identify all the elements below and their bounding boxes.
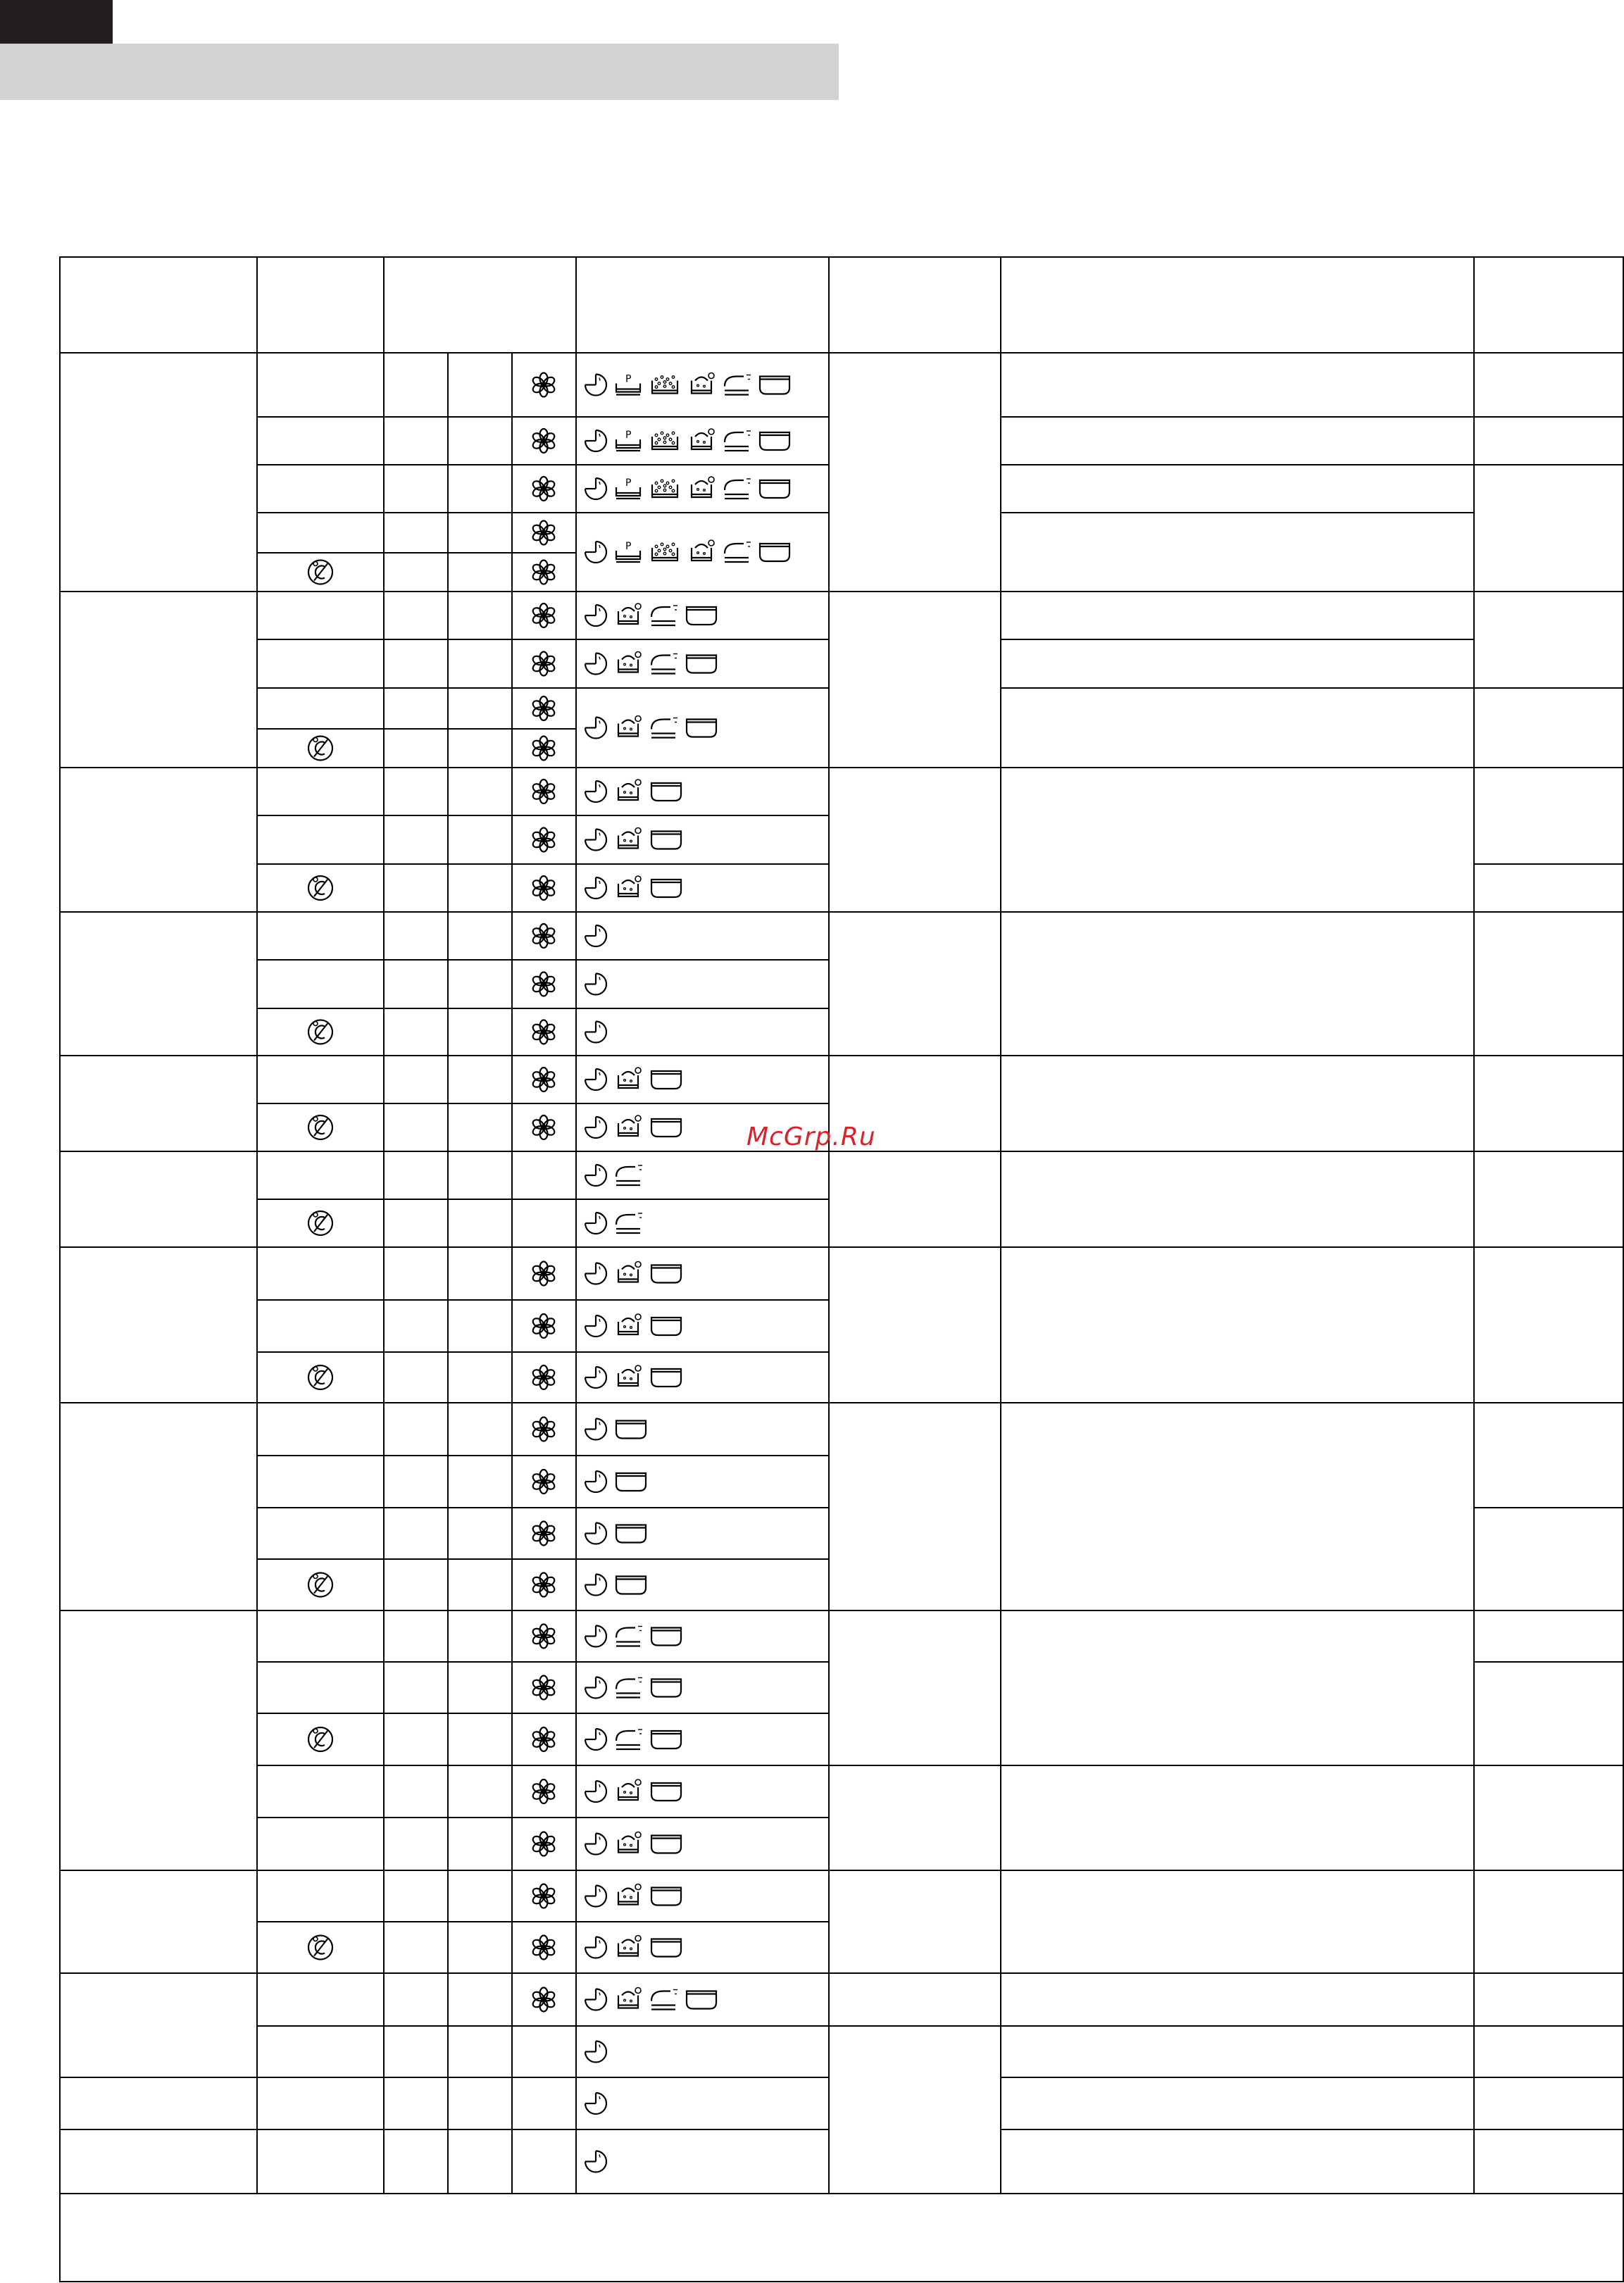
no-pre-heat-icon <box>308 1020 332 1044</box>
casserole-icon <box>692 540 714 561</box>
fan-icon <box>532 1936 556 1960</box>
fan-icon <box>532 876 556 900</box>
timer-icon <box>585 1834 606 1855</box>
dish-icon <box>651 1888 681 1906</box>
timer-icon <box>585 2151 606 2172</box>
timer-icon <box>585 1523 606 1544</box>
fan-icon <box>532 429 556 453</box>
casserole-icon <box>618 1365 641 1386</box>
timer-icon <box>585 1729 606 1750</box>
no-pre-heat-icon <box>308 561 332 584</box>
fan-icon <box>532 737 556 761</box>
timer-icon <box>585 1367 606 1388</box>
casserole-icon <box>618 876 641 896</box>
timer-icon <box>585 1263 606 1284</box>
fan-icon <box>532 521 556 545</box>
casserole-icon <box>692 429 714 449</box>
fan-icon <box>532 603 556 627</box>
timer-icon <box>585 1677 606 1699</box>
fan-icon <box>532 1470 556 1494</box>
dish-icon <box>687 656 716 673</box>
dish-icon <box>651 783 681 801</box>
cake-pan-icon <box>652 543 677 561</box>
dish-icon <box>616 1525 646 1543</box>
grill-icon <box>725 431 751 451</box>
dish-icon <box>651 1680 681 1697</box>
timer-icon <box>585 605 606 626</box>
cake-pan-icon <box>652 480 677 497</box>
dish-icon <box>651 1783 681 1801</box>
grill-icon <box>616 1627 642 1646</box>
grill-icon <box>725 542 751 562</box>
dish-icon <box>760 432 789 450</box>
grill-icon <box>651 654 677 674</box>
fan-icon <box>532 561 556 584</box>
fan-icon <box>532 1115 556 1139</box>
pizza-icon <box>616 374 640 395</box>
casserole-icon <box>692 373 714 394</box>
dish-icon <box>616 1577 646 1594</box>
casserole-icon <box>618 1262 641 1282</box>
timer-icon <box>585 877 606 899</box>
dish-icon <box>651 1119 681 1137</box>
pizza-icon <box>616 477 640 499</box>
grill-icon <box>725 479 751 499</box>
fan-icon <box>532 696 556 720</box>
timer-icon <box>585 1165 606 1186</box>
timer-icon <box>585 1419 606 1440</box>
fan-icon <box>532 780 556 803</box>
timer-icon <box>585 375 606 396</box>
fan-icon <box>532 1365 556 1389</box>
casserole-icon <box>618 1314 641 1334</box>
no-pre-heat-icon <box>308 1936 332 1960</box>
dish-icon <box>651 1939 681 1957</box>
grill-icon <box>651 1990 677 2010</box>
fan-icon <box>532 1262 556 1286</box>
dish-icon <box>687 607 716 625</box>
timer-icon <box>585 974 606 995</box>
dish-icon <box>616 1421 646 1439</box>
casserole-icon <box>618 652 641 673</box>
no-pre-heat-icon <box>308 1211 332 1235</box>
dish-icon <box>651 1265 681 1283</box>
svg-text:P: P <box>625 373 632 385</box>
grill-icon <box>725 375 751 395</box>
dish-icon <box>651 1071 681 1089</box>
timer-icon <box>585 1626 606 1647</box>
no-pre-heat-icon <box>308 737 332 761</box>
no-pre-heat-icon <box>308 1115 332 1139</box>
timer-icon <box>585 2093 606 2114</box>
dish-icon <box>616 1473 646 1491</box>
timer-icon <box>585 1471 606 1492</box>
grill-icon <box>651 718 677 738</box>
dish-icon <box>760 480 789 498</box>
timer-icon <box>585 1022 606 1043</box>
dish-icon <box>760 544 789 561</box>
fan-icon <box>532 652 556 676</box>
fan-icon <box>532 373 556 397</box>
fan-icon <box>532 1988 556 2012</box>
fan-icon <box>532 1068 556 1092</box>
dish-icon <box>687 720 716 737</box>
fan-icon <box>532 1314 556 1338</box>
svg-text:P: P <box>625 477 632 489</box>
timer-icon <box>585 781 606 802</box>
cake-pan-icon <box>652 376 677 394</box>
fan-icon <box>532 1522 556 1546</box>
fan-icon <box>532 972 556 996</box>
timer-icon <box>585 1989 606 2010</box>
svg-text:P: P <box>625 541 632 552</box>
timer-icon <box>585 718 606 739</box>
dish-icon <box>651 1318 681 1335</box>
timer-icon <box>585 430 606 451</box>
casserole-icon <box>618 1988 641 2008</box>
timer-icon <box>585 1117 606 1138</box>
timer-icon <box>585 1213 606 1234</box>
timer-icon <box>585 2041 606 2063</box>
casserole-icon <box>618 1884 641 1905</box>
fan-icon <box>532 828 556 852</box>
fan-icon <box>532 477 556 501</box>
fan-icon <box>532 1727 556 1751</box>
timer-icon <box>585 653 606 675</box>
fan-icon <box>532 1625 556 1649</box>
table-frame <box>60 257 1623 2282</box>
timer-icon <box>585 542 606 563</box>
fan-icon <box>532 1780 556 1803</box>
timer-icon <box>585 1069 606 1090</box>
fan-icon <box>532 1884 556 1908</box>
timer-icon <box>585 925 606 946</box>
casserole-icon <box>692 477 714 497</box>
timer-icon <box>585 478 606 499</box>
dish-icon <box>687 1991 716 2009</box>
grill-icon <box>651 606 677 625</box>
casserole-icon <box>618 716 641 737</box>
pizza-icon <box>616 430 640 451</box>
casserole-icon <box>618 828 641 849</box>
casserole-icon <box>618 1780 641 1800</box>
fan-icon <box>532 1832 556 1856</box>
pizza-icon <box>616 541 640 562</box>
fan-icon <box>532 1020 556 1044</box>
grill-icon <box>616 1213 642 1233</box>
casserole-icon <box>618 1115 641 1136</box>
dish-icon <box>651 1369 681 1387</box>
no-pre-heat-icon <box>308 876 332 900</box>
grill-icon <box>616 1730 642 1749</box>
casserole-icon <box>618 1068 641 1088</box>
no-pre-heat-icon <box>308 1365 332 1389</box>
fan-icon <box>532 924 556 948</box>
timer-icon <box>585 1937 606 1958</box>
dish-icon <box>760 377 789 394</box>
grill-icon <box>616 1678 642 1698</box>
casserole-icon <box>618 603 641 624</box>
timer-icon <box>585 1575 606 1596</box>
timer-icon <box>585 1781 606 1802</box>
timer-icon <box>585 830 606 851</box>
grill-icon <box>616 1165 642 1185</box>
dish-icon <box>651 880 681 897</box>
casserole-icon <box>618 1936 641 1956</box>
svg-text:P: P <box>625 430 632 441</box>
no-pre-heat-icon <box>308 1573 332 1597</box>
fan-icon <box>532 1573 556 1597</box>
casserole-icon <box>618 780 641 800</box>
fan-icon <box>532 1418 556 1441</box>
dish-icon <box>651 1731 681 1749</box>
casserole-icon <box>618 1832 641 1853</box>
timer-icon <box>585 1315 606 1337</box>
dish-icon <box>651 832 681 849</box>
cake-pan-icon <box>652 432 677 449</box>
watermark: McGrp.Ru <box>747 1122 876 1151</box>
no-pre-heat-icon <box>308 1727 332 1751</box>
dish-icon <box>651 1836 681 1853</box>
timer-icon <box>585 1886 606 1907</box>
dish-icon <box>651 1628 681 1646</box>
fan-icon <box>532 1676 556 1700</box>
